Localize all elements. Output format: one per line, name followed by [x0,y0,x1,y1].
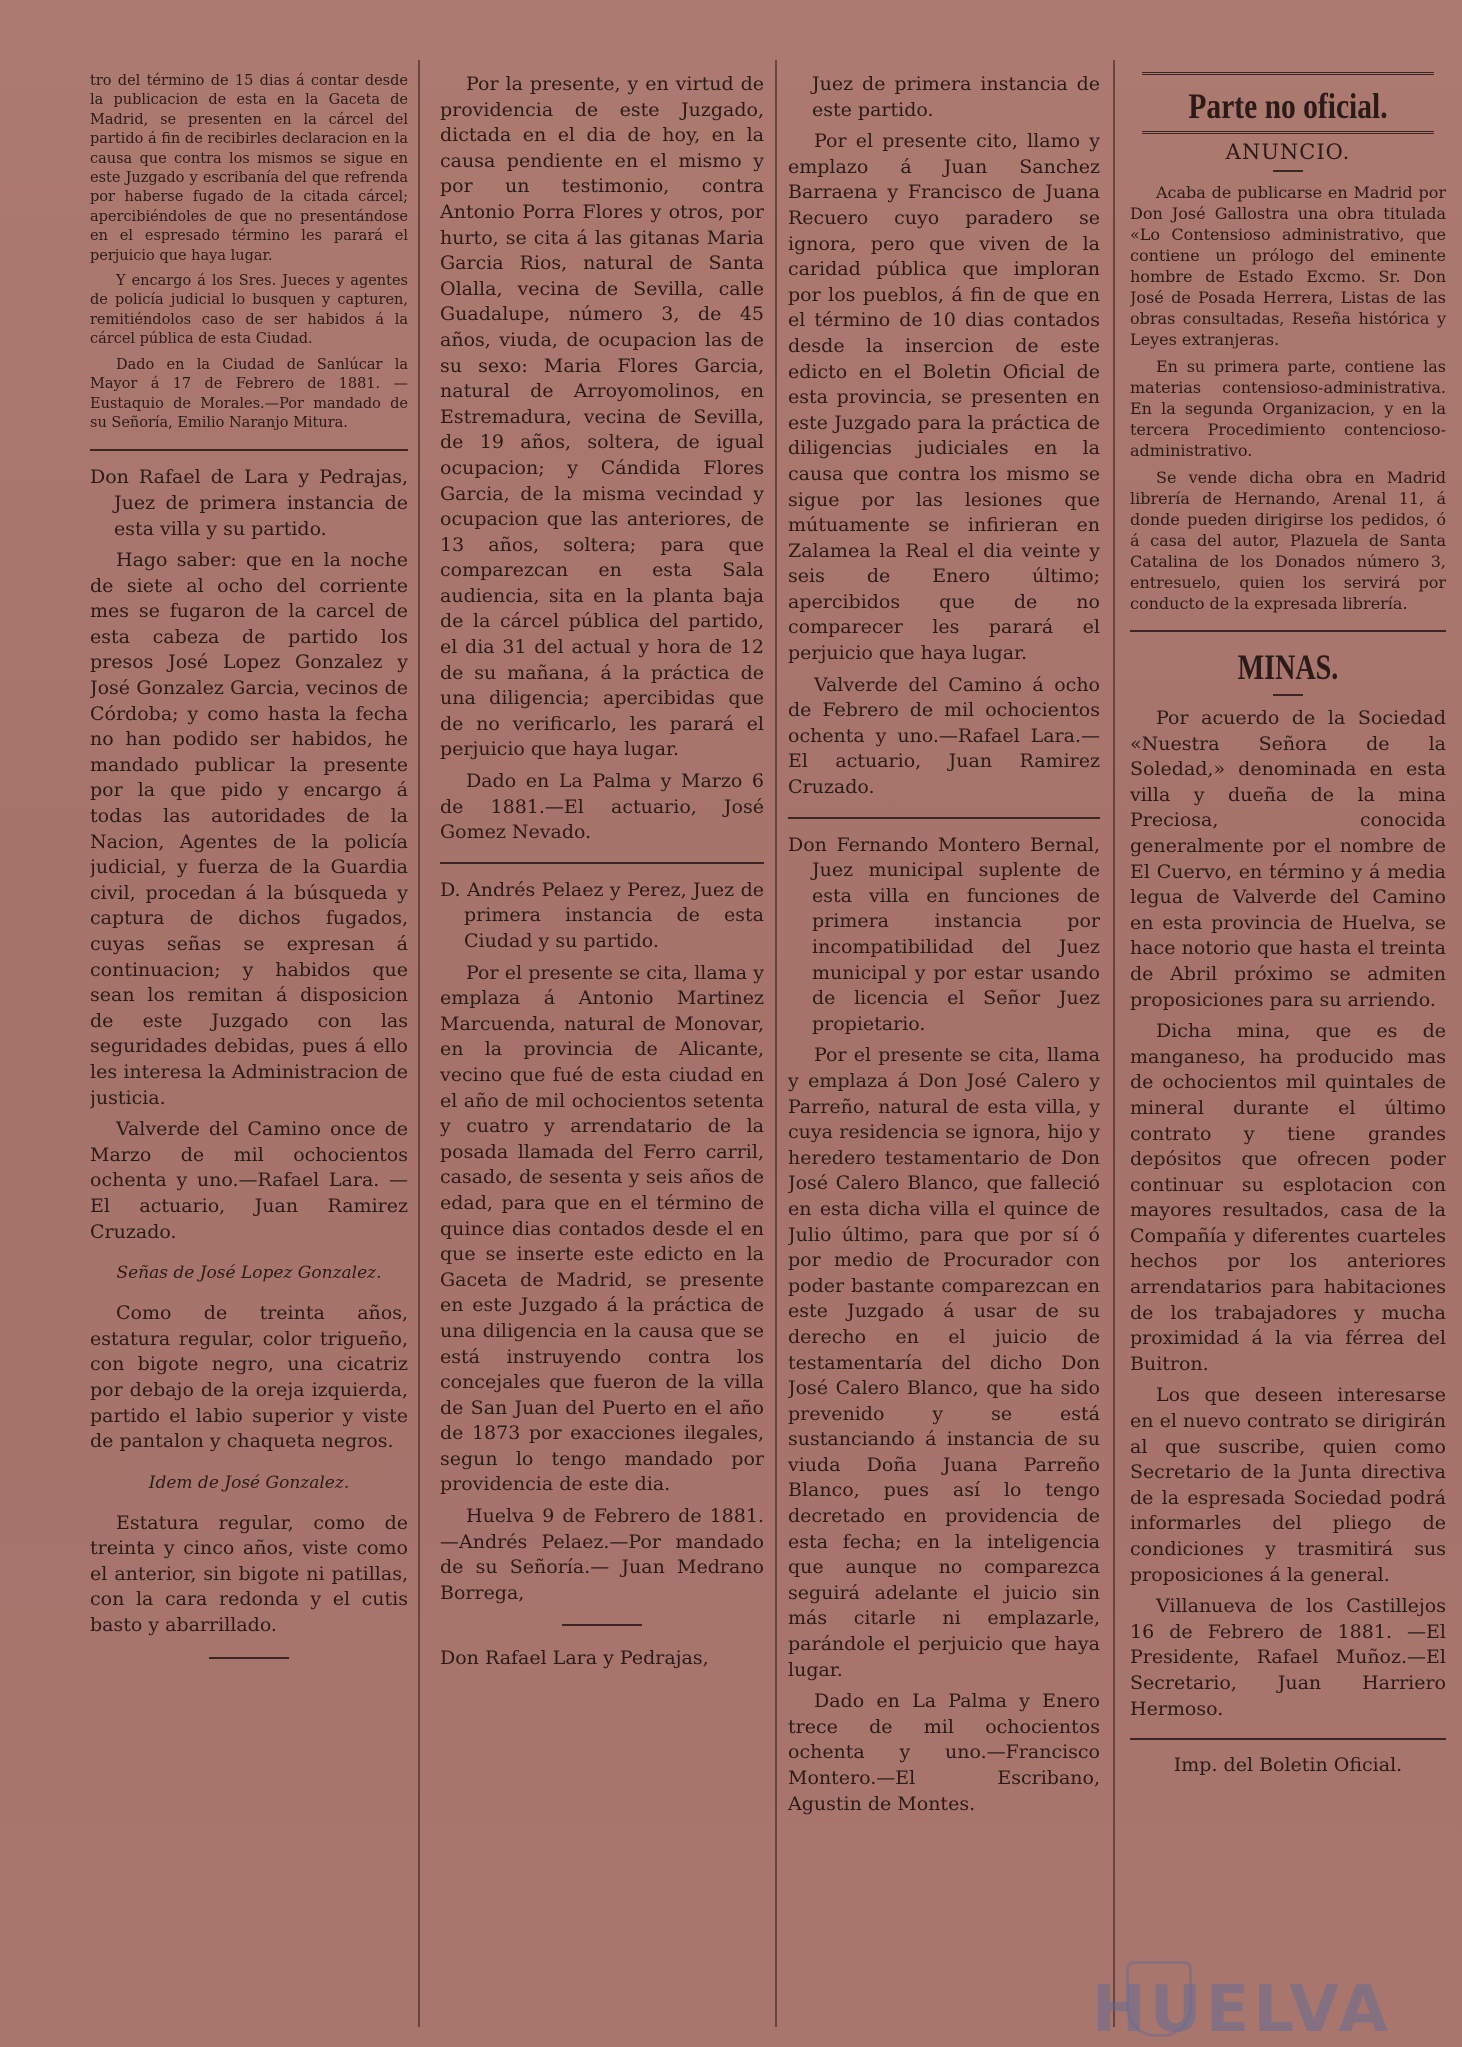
paragraph: Se vende dicha obra en Madrid librería de Hernando, Arenal 11, á donde pueden dirigirse los pedidos, ó á casa del autor, Plazuela de Santa Catalina de los Donados número 3, entresuelo, quien los servirá por conducto de la expresada librería. [1130,468,1446,613]
column-1 [90,72,408,2017]
paragraph: Acaba de publicarse en Madrid por Don José Gallostra una obra titulada «Lo Contensioso administrativo, que contiene un prólogo del eminente hombre de Estado Excmo. Sr. Don José de Posada Herrera, Listas de las obras consultadas, Reseña histórica y Leyes extranjeras. [1130,183,1446,349]
paragraph: Dicha mina, que es de manganeso, ha producido mas de ochocientos mil quintales de mineral durante el último contrato y tiene grandes depósitos que ofrecen poder continuar su esplotacion con mayores resultados, casa de la Compañía y diferentes cuarteles hechos por los anteriores arrendatarios para habitaciones de los trabajadores y mucha proximidad á la via férrea del Buitron. [1130,1020,1446,1375]
paragraph: Por el presente cito, llamo y emplazo á Juan Sanchez Barraena y Francisco de Juana Recuero cuyo paradero se ignora, pero que viven de la caridad pública que imploran por los pueblos, á fin de que en el término de 10 dias contados desde la insercion de este edicto en el Boletin Oficial de esta provincia, se presenten en este Juzgado para la práctica de diligencias judiciales en la causa que contra los mismo se sigue por las lesiones que mútuamente se infirieran en Zalamea la Real el dia veinte y seis de Enero último; apercibidos que de no comparecer les parará el perjuicio que haya lugar. [788,130,1100,665]
paragraph: Dado en La Palma y Enero trece de mil ochocientos ochenta y uno.—Francisco Montero.—El Escribano, Agustin de Montes. [788,1690,1100,1815]
paragraph: Juez de primera instancia de este partido. [812,73,1100,121]
paragraph: Por el presente se cita, llama y emplaza á Antonio Martinez Marcuenda, natural de Monovar, en la provincia de Alicante, vecino que fué de esta ciudad en el año de mil ochocientos setenta y cuatro y arrendatario de la posada llamada del Ferro carril, casado, de sesenta y seis años de edad, para que en el término de quince dias contados desde el en que se inserte este edicto en la Gaceta de Madrid, se presente en este Juzgado á la práctica de una diligencia en la causa que se está instruyendo contra los concejales que fueron de la villa de San Juan del Puerto en el año de 1873 por exacciones ilegales, segun lo tengo mandado por providencia de este dia. [440,961,764,1496]
divider [1142,131,1434,134]
divider [788,817,1100,819]
column-2 [440,72,764,2017]
paragraph: Huelva 9 de Febrero de 1881.—Andrés Pelaez.—Por mandado de su Señoría.— Juan Medrano Borrega, [440,1505,764,1604]
imprint: Imp. del Boletin Oficial. [1173,1754,1403,1777]
divider [1130,630,1446,632]
column-rule [775,60,777,2027]
section-title: Parte no oficial. [1188,86,1388,126]
divider [209,1657,289,1659]
divider [90,449,408,451]
section-title: MINAS. [1237,647,1339,687]
paragraph: Villanueva de los Castillejos 16 de Febrero de 1881. —El Presidente, Rafael Muñoz.—El Secretario, Juan Harriero Hermoso. [1130,1595,1446,1720]
paragraph: Por la presente, y en virtud de providencia de este Juzgado, dictada en el dia de hoy, en la causa pendiente en el mismo y por un testimonio, contra Antonio Porra Flores y otros, por hurto, se cita á las gitanas Maria Garcia Rios, natural de Santa Olalla, vecina de Sevilla, calle Guadalupe, número 3, de 45 años, viuda, de ocupacion las de su sexo: Maria Flores Garcia, natural de Arroyomolinos, en Estremadura, vecina de Sevilla, de 19 años, soltera, de igual ocupacion; y Cándida Flores Garcia, de la misma vecindad y ocupacion que las anteriores, de 13 años, soltera; para que comparezcan en esta Sala audiencia, sita en la planta baja de la cárcel pública del partido, el dia 31 del actual y hora de 12 de su mañana, á la práctica de una diligencia; apercibidas que de no verificarlo, les parará el perjuicio que haya lugar. [440,73,764,761]
divider [1142,72,1434,75]
edict-heading: Don Fernando Montero Bernal, Juez municipal suplente de esta villa en funciones de primera instancia por incompatibilidad del Juez municipal y por estar usando de licencia el Señor Juez propietario. [788,833,1100,1035]
section-subtitle: Señas de José Lopez Gonzalez. [116,1263,382,1284]
edict-heading: Don Rafael de Lara y Pedrajas, Juez de primera instancia de esta villa y su partido. [90,466,408,540]
divider [1273,170,1303,172]
paragraph: tro del término de 15 dias á contar desde la publicacion de esta en la Gaceta de Madrid, se presenten en la cárcel del partido á fin de recibirles declaracion en la causa que contra los mismos se sigue en este Juzgado y escribanía del que refrenda por haberse fugado de la citada cárcel; apercibiéndoles de que no presentándose en el espresado término les parará el perjuicio que haya lugar. [90,73,408,264]
paragraph: Valverde del Camino once de Marzo de mil ochocientos ochenta y uno.—Rafael Lara. —El actuario, Juan Ramirez Cruzado. [90,1118,408,1243]
column-rule [418,60,420,2027]
divider [1130,1738,1446,1740]
paragraph: Valverde del Camino á ocho de Febrero de mil ochocientos ochenta y uno.—Rafael Lara.—El actuario, Juan Ramirez Cruzado. [788,673,1100,799]
paragraph: Por el presente se cita, llama y emplaza á Don José Calero y Parreño, natural de esta villa, y cuya residencia se ignora, hijo y heredero testamentario de Don José Calero Blanco, que falleció en esta dicha villa el quince de Julio último, para que por sí ó por medio de Procurador con poder bastante comparezcan en este Juzgado á usar de su derecho en el juicio de testamentaría del dicho Don José Calero Blanco, que ha sido prevenido y se está sustanciando á instancia de su viuda Doña Juana Parreño Blanco, pues así lo tengo decretado en providencia de esta fecha; en la inteligencia que aunque no comparezca seguirá adelante el juicio sin más citarle ni emplazarle, parándole el perjuicio que haya lugar. [788,1044,1100,1681]
paragraph: Hago saber: que en la noche de siete al ocho del corriente mes se fugaron de la carcel de esta cabeza de partido los presos José Lopez Gonzalez y José Gonzalez Garcia, vecinos de Córdoba; y como hasta la fecha no han podido ser habidos, he mandado publicar la presente por la que pido y encargo á todas las autoridades de la Nacion, Agentes de la policía judicial, y fuerza de la Guardia civil, procedan á la búsqueda y captura de dichos fugados, cuyas señas se expresan á continuacion; y habidos que sean los remitan á disposicion de este Juzgado con las seguridades debidas, pues á ello les interesa la Administracion de justicia. [90,549,408,1109]
paragraph: Dado en la Ciudad de Sanlúcar la Mayor á 17 de Febrero de 1881. —Eustaquio de Morales.—Por mandado de su Señoría, Emilio Naranjo Mitura. [90,356,408,431]
divider [1273,694,1303,696]
paragraph: Y encargo á los Sres. Jueces y agentes de policía judicial lo busquen y capturen, remitiéndolos caso de ser habidos á la cárcel pública de esta Ciudad. [90,273,408,348]
paragraph: Don Rafael Lara y Pedrajas, [440,1647,709,1670]
column-4 [1130,72,1446,2017]
section-subtitle: Idem de José Gonzalez. [148,1472,350,1493]
paragraph: Dado en La Palma y Marzo 6 de 1881.—El actuario, José Gomez Nevado. [440,770,764,844]
paragraph: Estatura regular, como de treinta y cinco años, viste como el anterior, sin bigote ni patillas, con la cara redonda y el cutis basto y abarrillado. [90,1511,408,1637]
watermark: HUELVA [1092,1973,1392,2047]
edict-heading: D. Andrés Pelaez y Perez, Juez de primera instancia de esta Ciudad y su partido. [440,878,764,952]
column-rule [1113,60,1115,2027]
paragraph: Por acuerdo de la Sociedad «Nuestra Señora de la Soledad,» denominada en esta villa y dueña de la mina Preciosa, conocida generalmente por el nombre de El Cuervo, en término y á media legua de Valverde del Camino en esta provincia de Huelva, se hace notorio que hasta el treinta de Abril próximo se admiten proposiciones para su arriendo. [1130,707,1446,1011]
section-subtitle: ANUNCIO. [1225,140,1351,164]
paragraph: Como de treinta años, estatura regular, color trigueño, con bigote negro, una cicatriz por debajo de la oreja izquierda, partido el labio superior y viste de pantalon y chaqueta negros. [90,1302,408,1453]
paragraph: Los que deseen interesarse en el nuevo contrato se dirigirán al que suscribe, quien como Secretario de la Junta directiva de la espresada Sociedad podrá informarles del pliego de condiciones y trasmitirá sus proposiciones á la general. [1130,1384,1446,1586]
divider [562,1624,642,1626]
divider [440,862,764,864]
paragraph: En su primera parte, contiene las materias contensioso-administrativa. En la segunda Organizacion, y en la tercera Procedimiento contencioso-administrativo. [1130,357,1446,460]
column-3 [788,72,1100,2017]
